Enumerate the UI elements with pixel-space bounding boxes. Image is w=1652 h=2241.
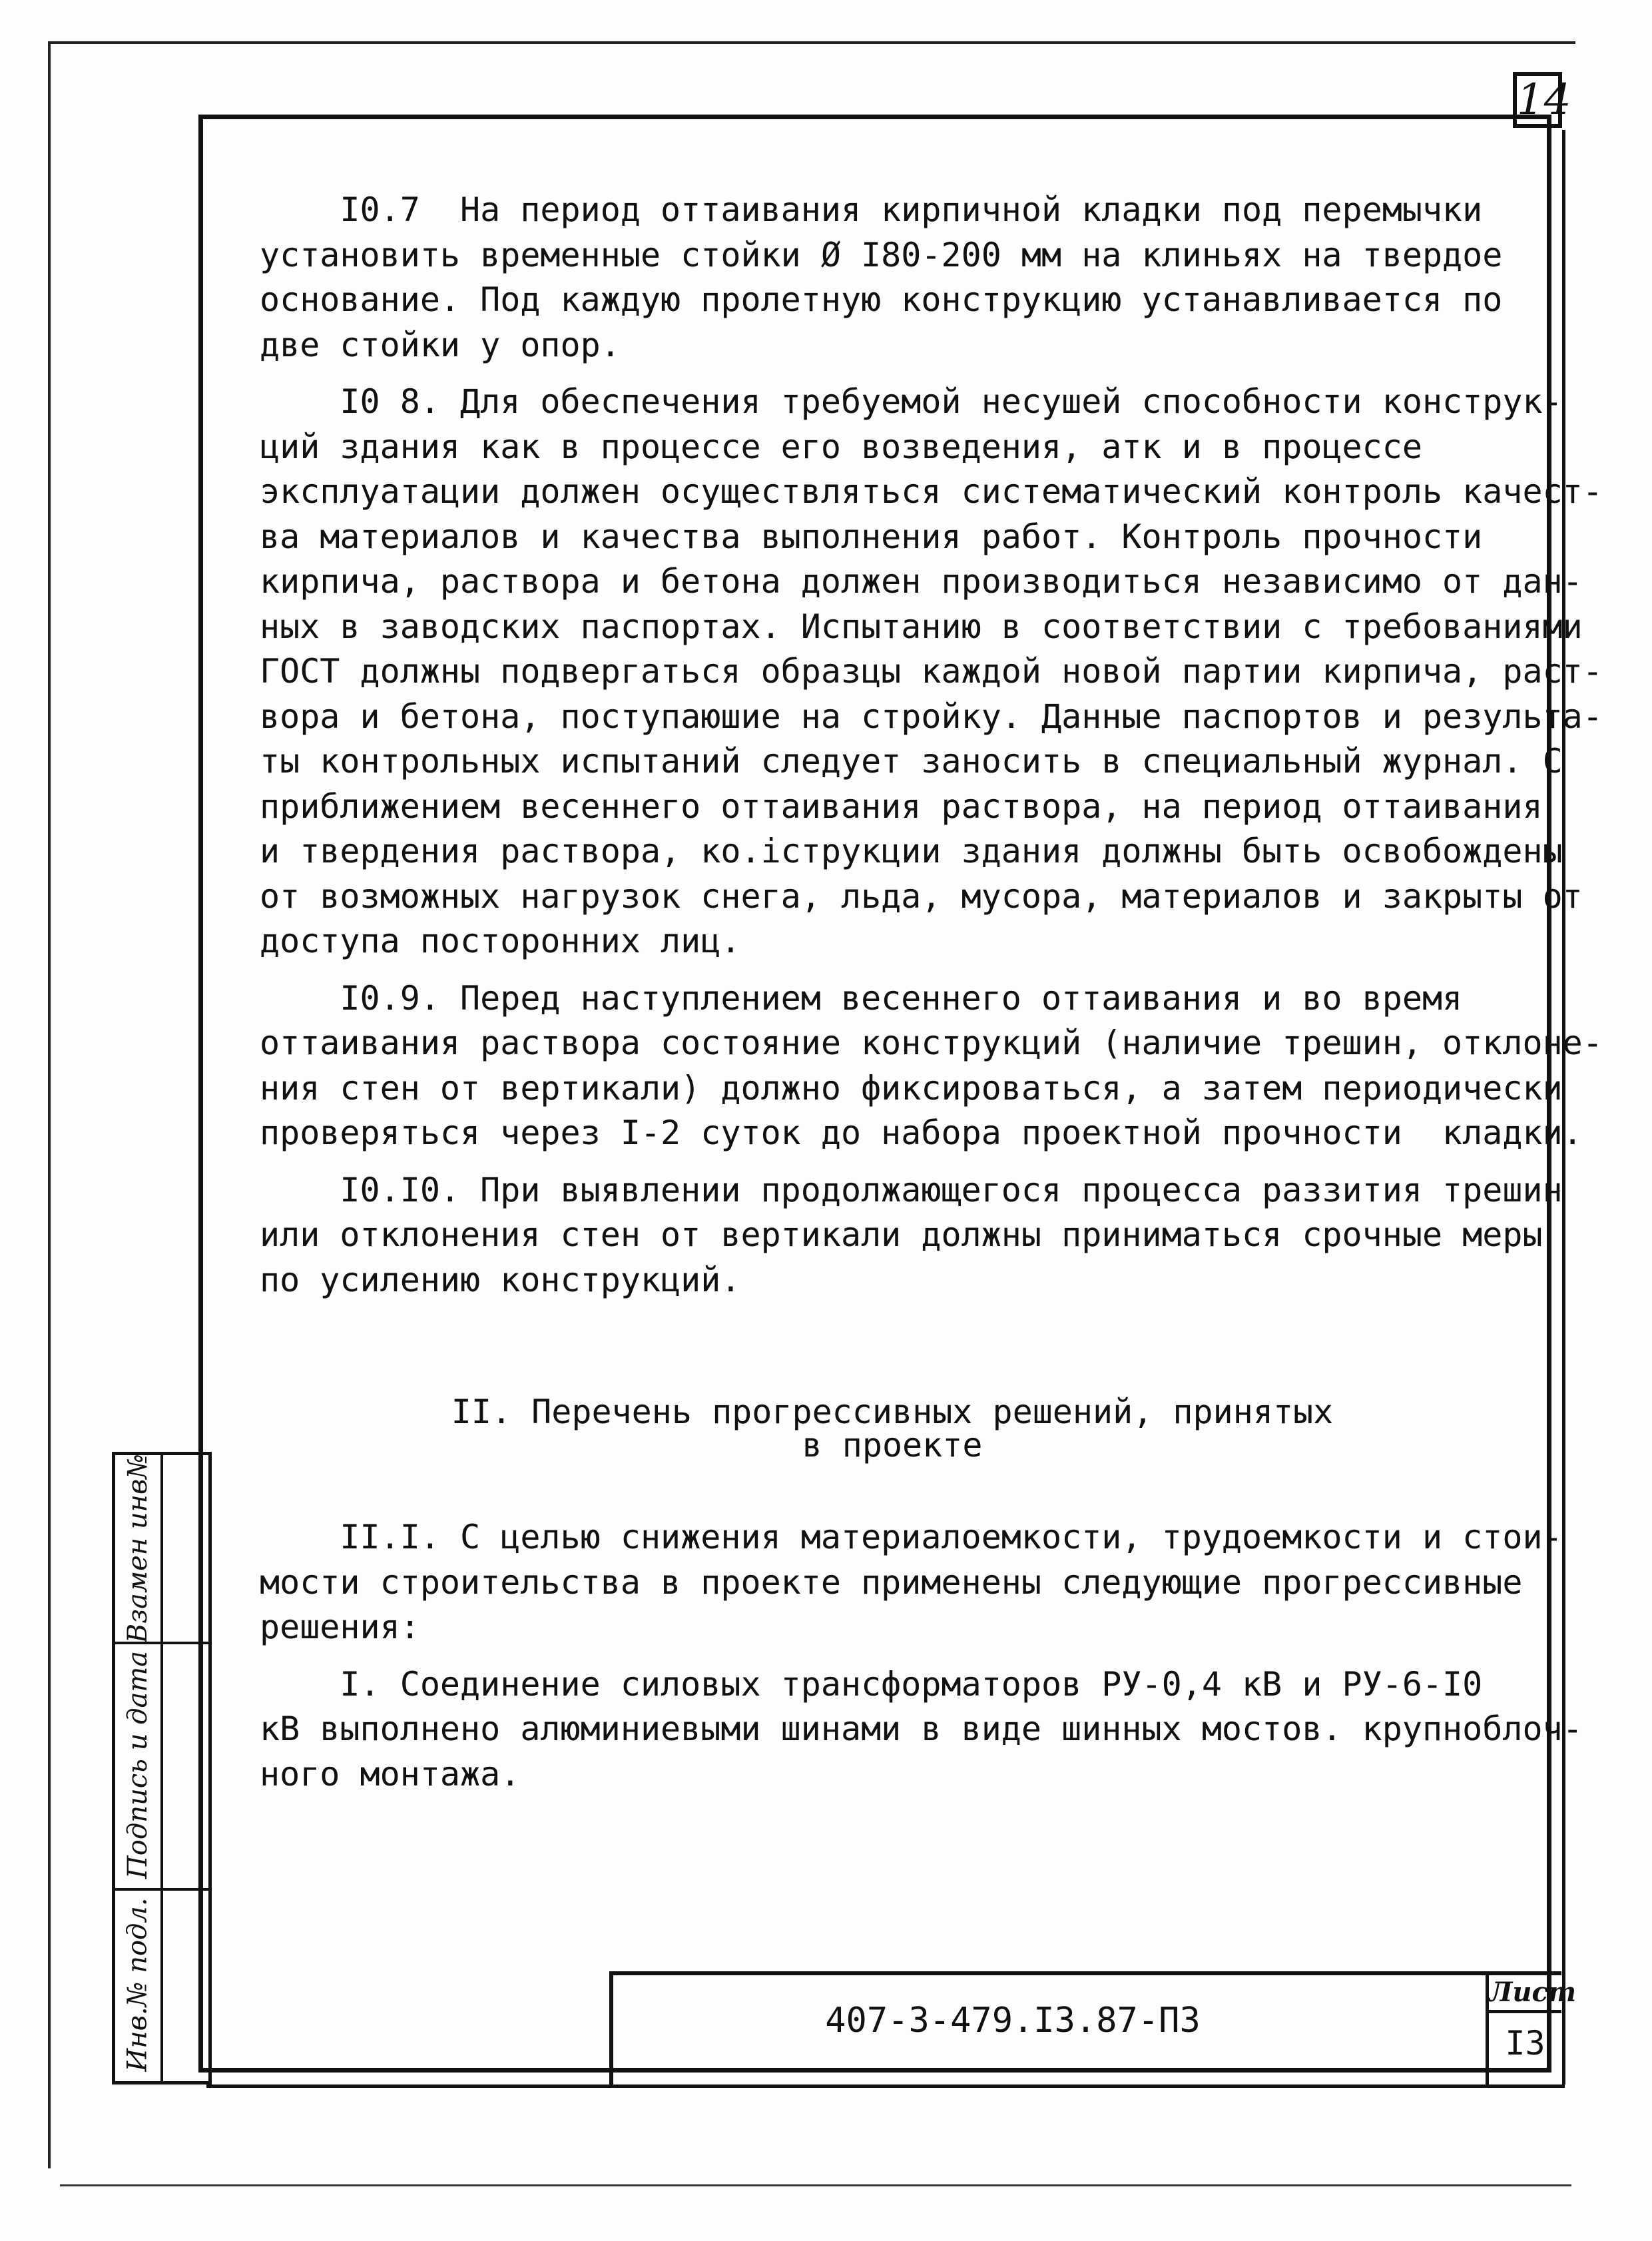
drawing-frame-bottom-edge xyxy=(206,2084,1565,2088)
paragraph-10-9 xyxy=(260,976,1603,1156)
handwritten-page-number: 14 xyxy=(1517,75,1571,125)
side-label-text: Подпись и дата xyxy=(123,1650,153,1879)
text-line: I0.7 На период оттаивания кирпичной кладки под перемычки xyxy=(260,190,1483,229)
text-line: и твердения раствора, ко.іструкции здания должны быть освобождены xyxy=(260,832,1563,870)
text-line: по усилению конструкций. xyxy=(260,1260,741,1299)
text-line: приближением весеннего оттаивания раствора, на период оттаивания xyxy=(260,787,1543,826)
side-label-inventory-original xyxy=(115,1888,160,2081)
text-line: ты контрольных испытаний следует заносить в специальный журнал. С xyxy=(260,742,1563,781)
title-block xyxy=(609,1971,1577,2084)
text-line: I0.9. Перед наступлением весеннего оттаивания и во время xyxy=(260,978,1463,1018)
text-line: I0.I0. При выявлении продолжающегося процесса раззития трешин xyxy=(260,1170,1563,1209)
text-line: I. Соединение силовых трансформаторов РУ-0,4 кВ и РУ-6-I0 xyxy=(260,1664,1483,1704)
text-line: I0 8. Для обеспечения требуемой несушей способности конструк- xyxy=(260,382,1563,421)
paragraph-item-1 xyxy=(260,1662,1583,1797)
side-label-replaced-inventory xyxy=(115,1455,160,1642)
section-heading xyxy=(260,1395,1525,1462)
document-code: 407-3-479.I3.87-ПЗ xyxy=(825,2001,1201,2041)
text-line: от возможных нагрузок снега, льда, мусора, материалов и закрыты от xyxy=(260,876,1583,916)
text-line: мости строительства в проекте применены следующие прогрессивные xyxy=(260,1562,1523,1602)
main-text xyxy=(260,188,1603,1315)
text-line: вора и бетона, поступаюшие на стройку. Данные паспортов и результа- xyxy=(260,697,1603,736)
text-line: решения: xyxy=(260,1608,420,1646)
side-label-text: Инв.№ подл. xyxy=(123,1897,154,2072)
text-line: проверяться через I-2 суток до набора проектной прочности кладки. xyxy=(260,1114,1583,1152)
text-line: эксплуатации должен осуществляться систематический контроль качест- xyxy=(260,472,1603,511)
text-line: две стойки у опор. xyxy=(260,325,621,364)
section-heading-line-1: II. Перечень прогрессивных решений, принятых xyxy=(451,1393,1334,1431)
paragraph-11-1 xyxy=(260,1515,1563,1650)
text-line: II.I. С целью снижения материалоемкости, трудоемкости и стои- xyxy=(260,1518,1563,1556)
text-line: кВ выполнено алюминиевыми шинами в виде шинных мостов. крупноблоч- xyxy=(260,1710,1583,1748)
section-heading-line-2: в проекте xyxy=(802,1426,983,1464)
text-line: оттаивания раствора состояние конструкций (наличие трешин, отклоне- xyxy=(260,1024,1603,1062)
drawing-frame-right-edge xyxy=(1562,130,1565,2084)
side-stamp-divider xyxy=(160,1455,163,2081)
sheet-number: I3 xyxy=(1505,2024,1545,2063)
side-label-signature-date xyxy=(115,1642,160,1888)
sheet-label: Лист xyxy=(1489,1975,1561,2013)
text-line: или отклонения стен от вертикали должны приниматься срочные меры xyxy=(260,1215,1543,1254)
paragraph-10-10 xyxy=(260,1168,1563,1303)
page-number-box xyxy=(1513,72,1571,128)
text-line: ных в заводских паспортах. Испытанию в соответствии с требованиями xyxy=(260,607,1583,646)
section-11-text xyxy=(260,1515,1583,1809)
side-label-text: Взамен инв№ xyxy=(123,1453,154,1644)
text-line: ций здания как в процессе его возведения, атк и в процессе xyxy=(260,427,1422,466)
bottom-trim-rule xyxy=(60,2184,1571,2186)
text-line: кирпича, раствора и бетона должен производиться независимо от дан- xyxy=(260,562,1583,601)
text-line: доступа посторонних лиц. xyxy=(260,922,741,960)
side-stamp-block xyxy=(112,1452,212,2084)
text-line: установить временные стойки Ø I80-200 мм на клиньях на твердое xyxy=(260,235,1503,274)
sheet-cell xyxy=(1486,1975,1577,2084)
paragraph-10-8 xyxy=(260,380,1603,964)
text-line: ГОСТ должны подвергаться образцы каждой новой партии кирпича, раст- xyxy=(260,652,1603,691)
text-line: ва материалов и качества выполнения работ. Контроль прочности xyxy=(260,517,1483,556)
paragraph-10-7 xyxy=(260,188,1525,368)
text-line: ного монтажа. xyxy=(260,1754,521,1793)
text-line: основание. Под каждую пролетную конструкцию устанавливается по xyxy=(260,280,1503,319)
text-line: ния стен от вертикали) должно фиксироваться, а затем периодически xyxy=(260,1068,1563,1108)
